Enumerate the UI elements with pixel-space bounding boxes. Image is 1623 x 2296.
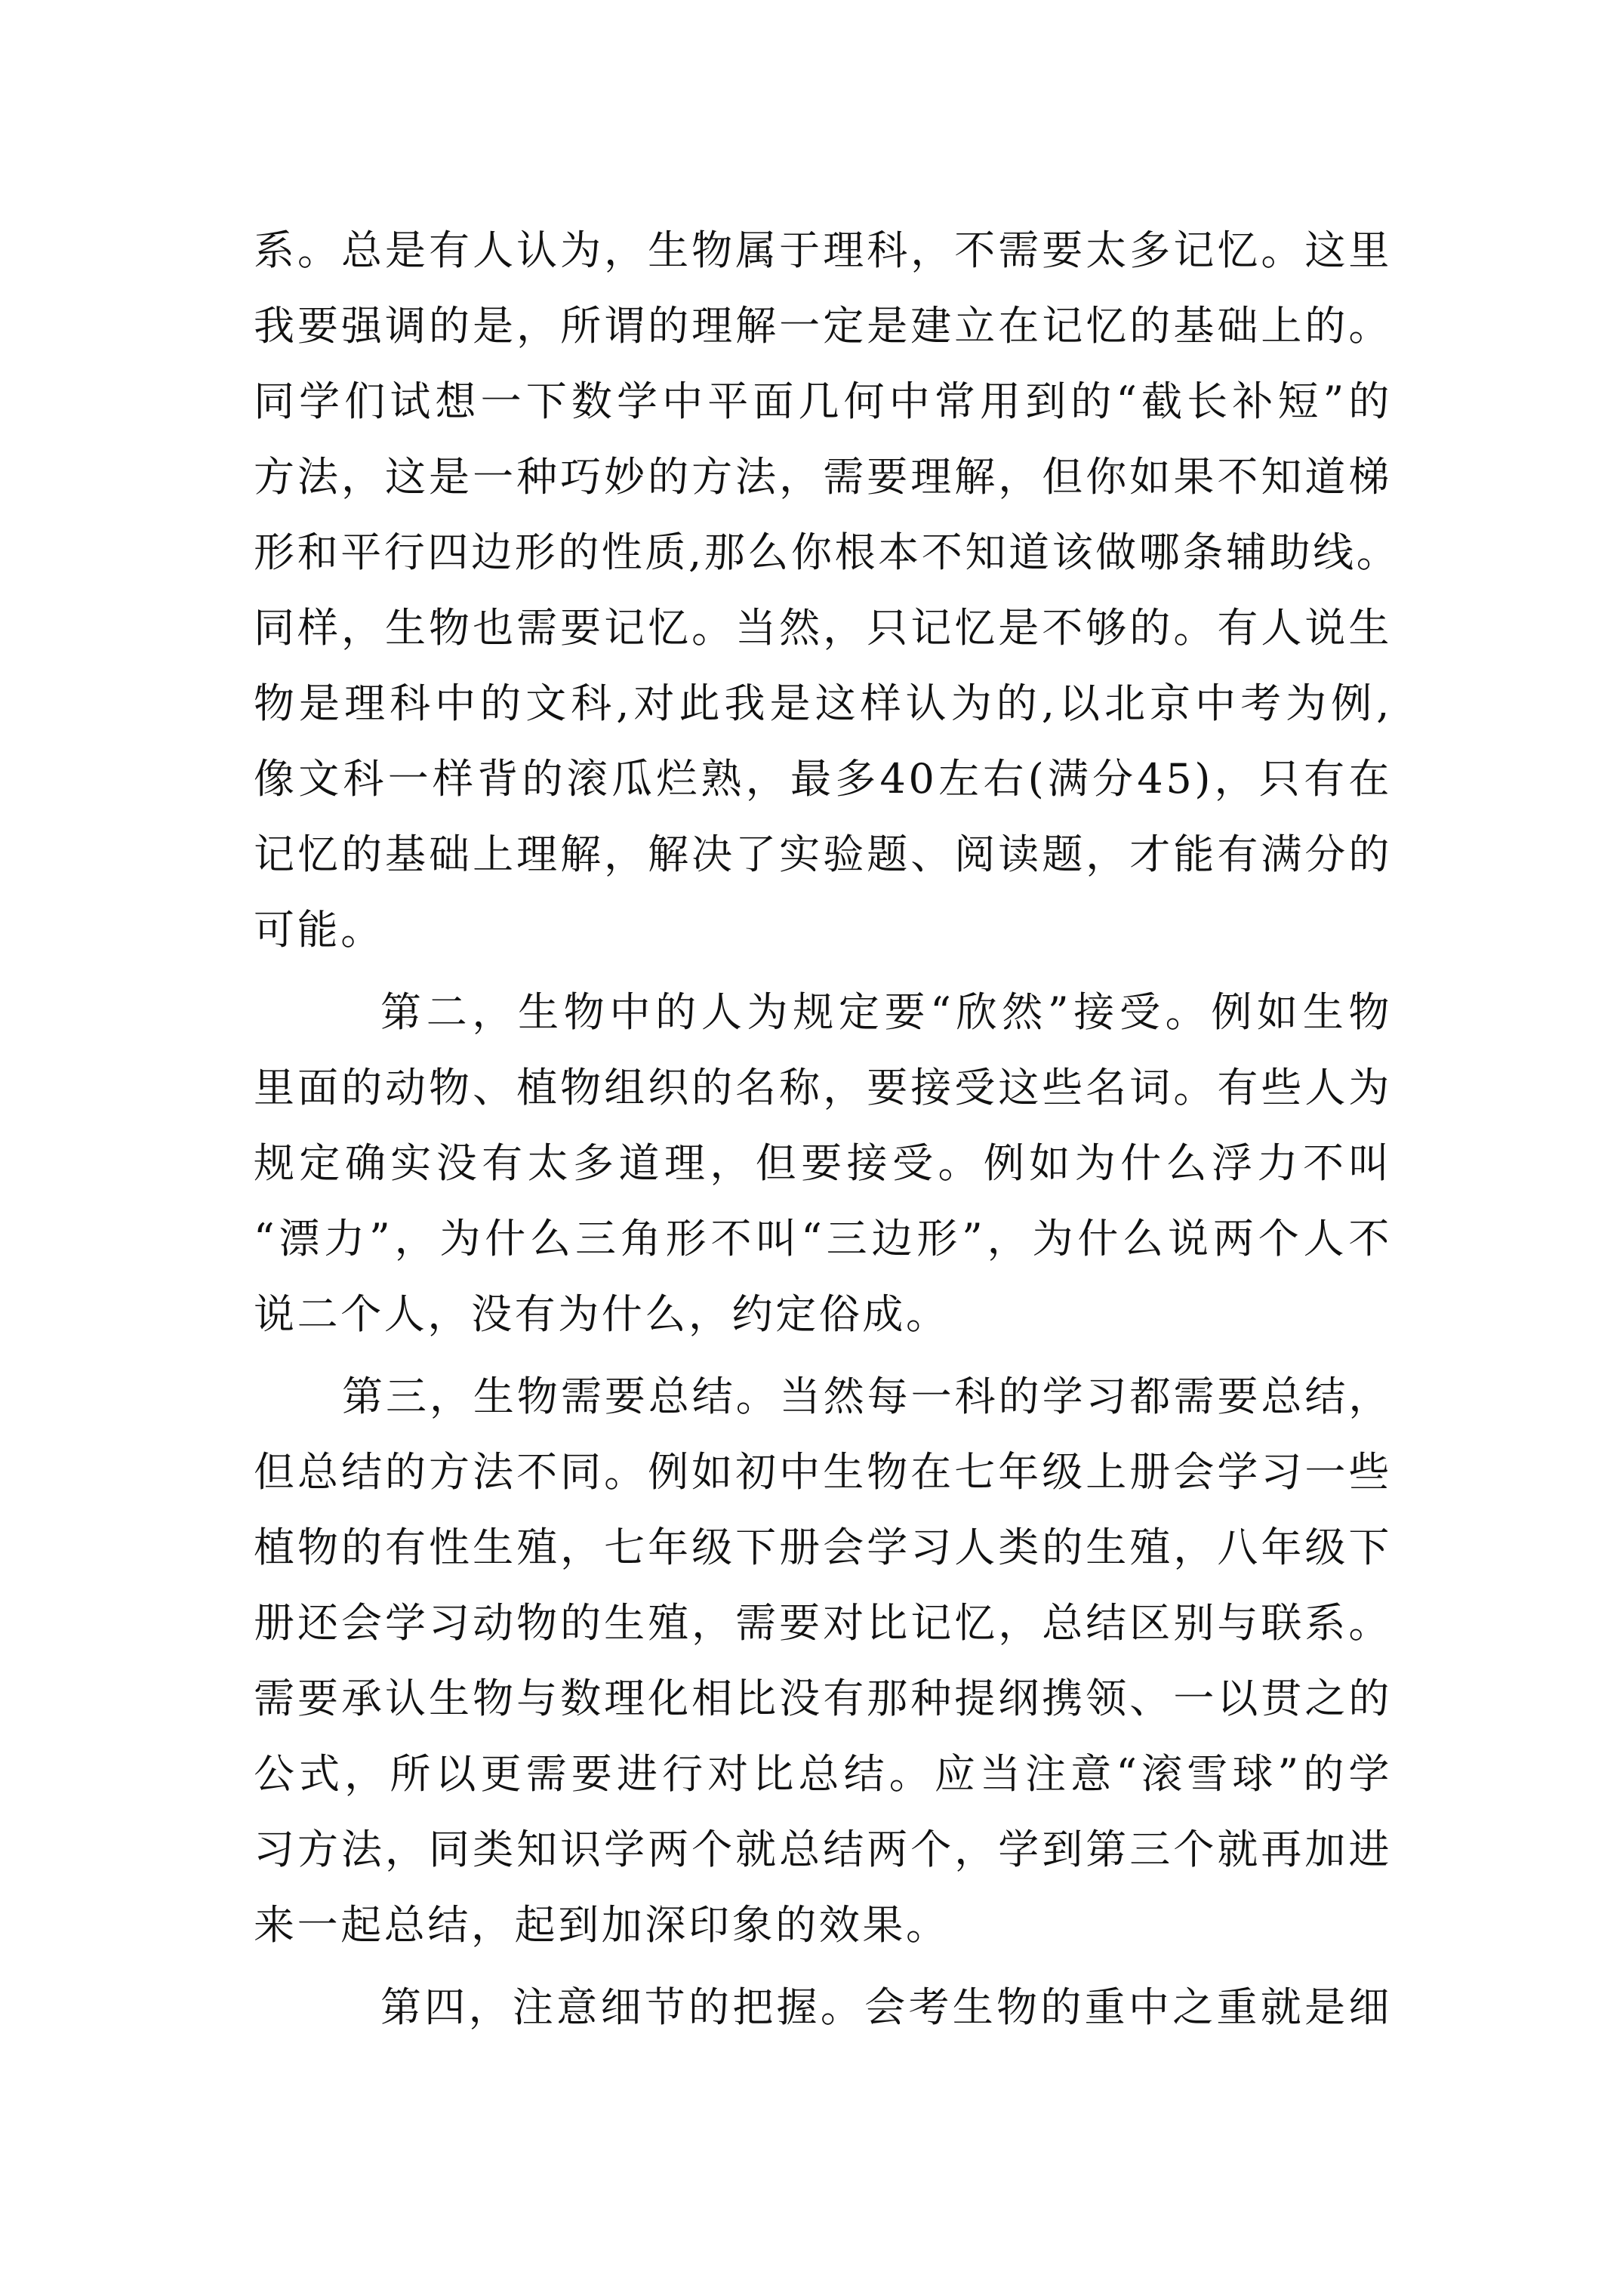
document-body (254, 213, 1400, 2045)
paragraph-4 (254, 1970, 1392, 2045)
text-line: 册还会学习动物的生殖，需要对比记忆，总结区别与联系。 (254, 1599, 1392, 1647)
text-line: 习方法，同类知识学两个就总结两个，学到第三个就再加进 (254, 1826, 1392, 1873)
text-line: 第二，生物中的人为规定要“欣然”接受。例如生物 (380, 988, 1392, 1036)
text-line: 第四，注意细节的把握。会考生物的重中之重就是细 (380, 1983, 1392, 2031)
text-line: 物是理科中的文科,对此我是这样认为的,以北京中考为例, (254, 680, 1392, 727)
text-line: 里面的动物、植物组织的名称，要接受这些名词。有些人为 (254, 1064, 1392, 1111)
text-line: 记忆的基础上理解，解决了实验题、阅读题，才能有满分的 (254, 831, 1392, 878)
text-line: 需要承认生物与数理化相比没有那种提纲携领、一以贯之的 (254, 1675, 1392, 1722)
text-line: 像文科一样背的滚瓜烂熟，最多40左右(满分45)，只有在 (254, 755, 1392, 803)
text-line: 说二个人，没有为什么，约定俗成。 (254, 1290, 950, 1338)
paragraph-3 (254, 1359, 1392, 1963)
text-line: 同学们试想一下数学中平面几何中常用到的“截长补短”的 (254, 378, 1392, 425)
text-line: 方法，这是一种巧妙的方法，需要理解，但你如果不知道梯 (254, 453, 1392, 501)
text-line: 同样，生物也需要记忆。当然，只记忆是不够的。有人说生 (254, 604, 1392, 652)
text-line: 形和平行四边形的性质,那么你根本不知道该做哪条辅助线。 (254, 529, 1400, 576)
paragraph-2 (254, 975, 1392, 1352)
text-line: “漂力”，为什么三角形不叫“三边形”，为什么说两个人不 (254, 1215, 1392, 1262)
text-line: 可能。 (254, 906, 384, 954)
text-line: 第三，生物需要总结。当然每一科的学习都需要总结， (342, 1373, 1392, 1420)
text-line: 规定确实没有太多道理，但要接受。例如为什么浮力不叫 (254, 1139, 1392, 1187)
text-line: 植物的有性生殖，七年级下册会学习人类的生殖，八年级下 (254, 1524, 1392, 1571)
text-line: 来一起总结，起到加深印象的效果。 (254, 1901, 950, 1949)
paragraph-1 (254, 213, 1400, 968)
text-line: 我要强调的是，所谓的理解一定是建立在记忆的基础上的。 (254, 302, 1392, 350)
text-line: 系。总是有人认为，生物属于理科，不需要太多记忆。这里 (254, 227, 1392, 274)
text-line: 但总结的方法不同。例如初中生物在七年级上册会学习一些 (254, 1448, 1392, 1496)
text-line: 公式，所以更需要进行对比总结。应当注意“滚雪球”的学 (254, 1750, 1392, 1798)
